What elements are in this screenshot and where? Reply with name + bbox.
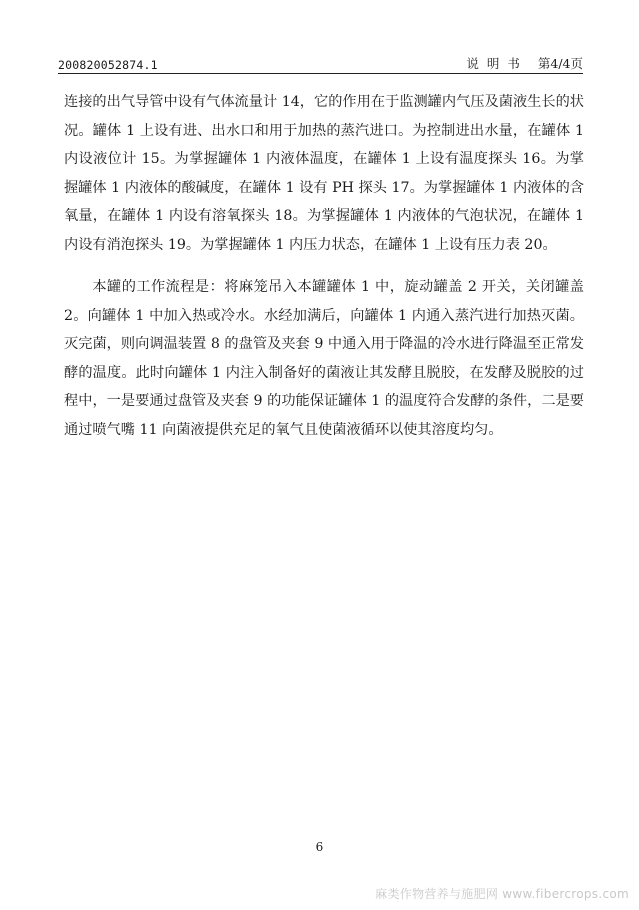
paragraph-continued: 连接的出气导管中设有气体流量计 14，它的作用在于监测罐内气压及菌液生长的状况。罐体 1 上设有进、出水口和用于加热的蒸汽进口。为控制进出水量，在罐体 1 内设液位计 15。为掌握罐体 1 内液体温度，在罐体 1 上设有温度探头 16。为掌握罐体 1 内液体的酸碱度，在罐体 1 设有 PH 探头 17。为掌握罐体 1 内液体的含氧量，在罐体 1 内设有溶氧探头 18。为掌握罐体 1 内液体的气泡状况，在罐体 1 内设有消泡探头 19。为掌握罐体 1 内压力状态，在罐体 1 上设有压力表 20。	[64, 94, 584, 253]
paragraph-workflow: 本罐的工作流程是：将麻笼吊入本罐罐体 1 中，旋动罐盖 2 开关，关闭罐盖 2。向罐体 1 中加入热或冷水。水经加满后，向罐体 1 内通入蒸汽进行加热灭菌。灭完菌，则向调温装置 8 的盘管及夹套 9 中通入用于降温的冷水进行降温至正常发酵的温度。此时向罐体 1 内注入制备好的菌液让其发酵且脱胶，在发酵及脱胶的过程中，一是要通过盘管及夹套 9 的功能保证罐体 1 的温度符合发酵的条件，二是要通过喷气嘴 11 向菌液提供充足的氧气且使菌液循环以使其溶度均匀。	[64, 279, 584, 438]
page-header	[58, 50, 583, 72]
document-body	[64, 88, 584, 444]
page-number: 6	[315, 840, 324, 854]
watermark: 麻类作物营养与施肥网 www.fibercrops.com	[375, 887, 629, 901]
header-rule	[58, 73, 583, 74]
header-right-group	[466, 54, 583, 72]
document-number: 200820052874.1	[58, 58, 158, 72]
document-title: 说明书	[466, 56, 528, 71]
page-indicator: 第4/4页	[537, 56, 583, 71]
